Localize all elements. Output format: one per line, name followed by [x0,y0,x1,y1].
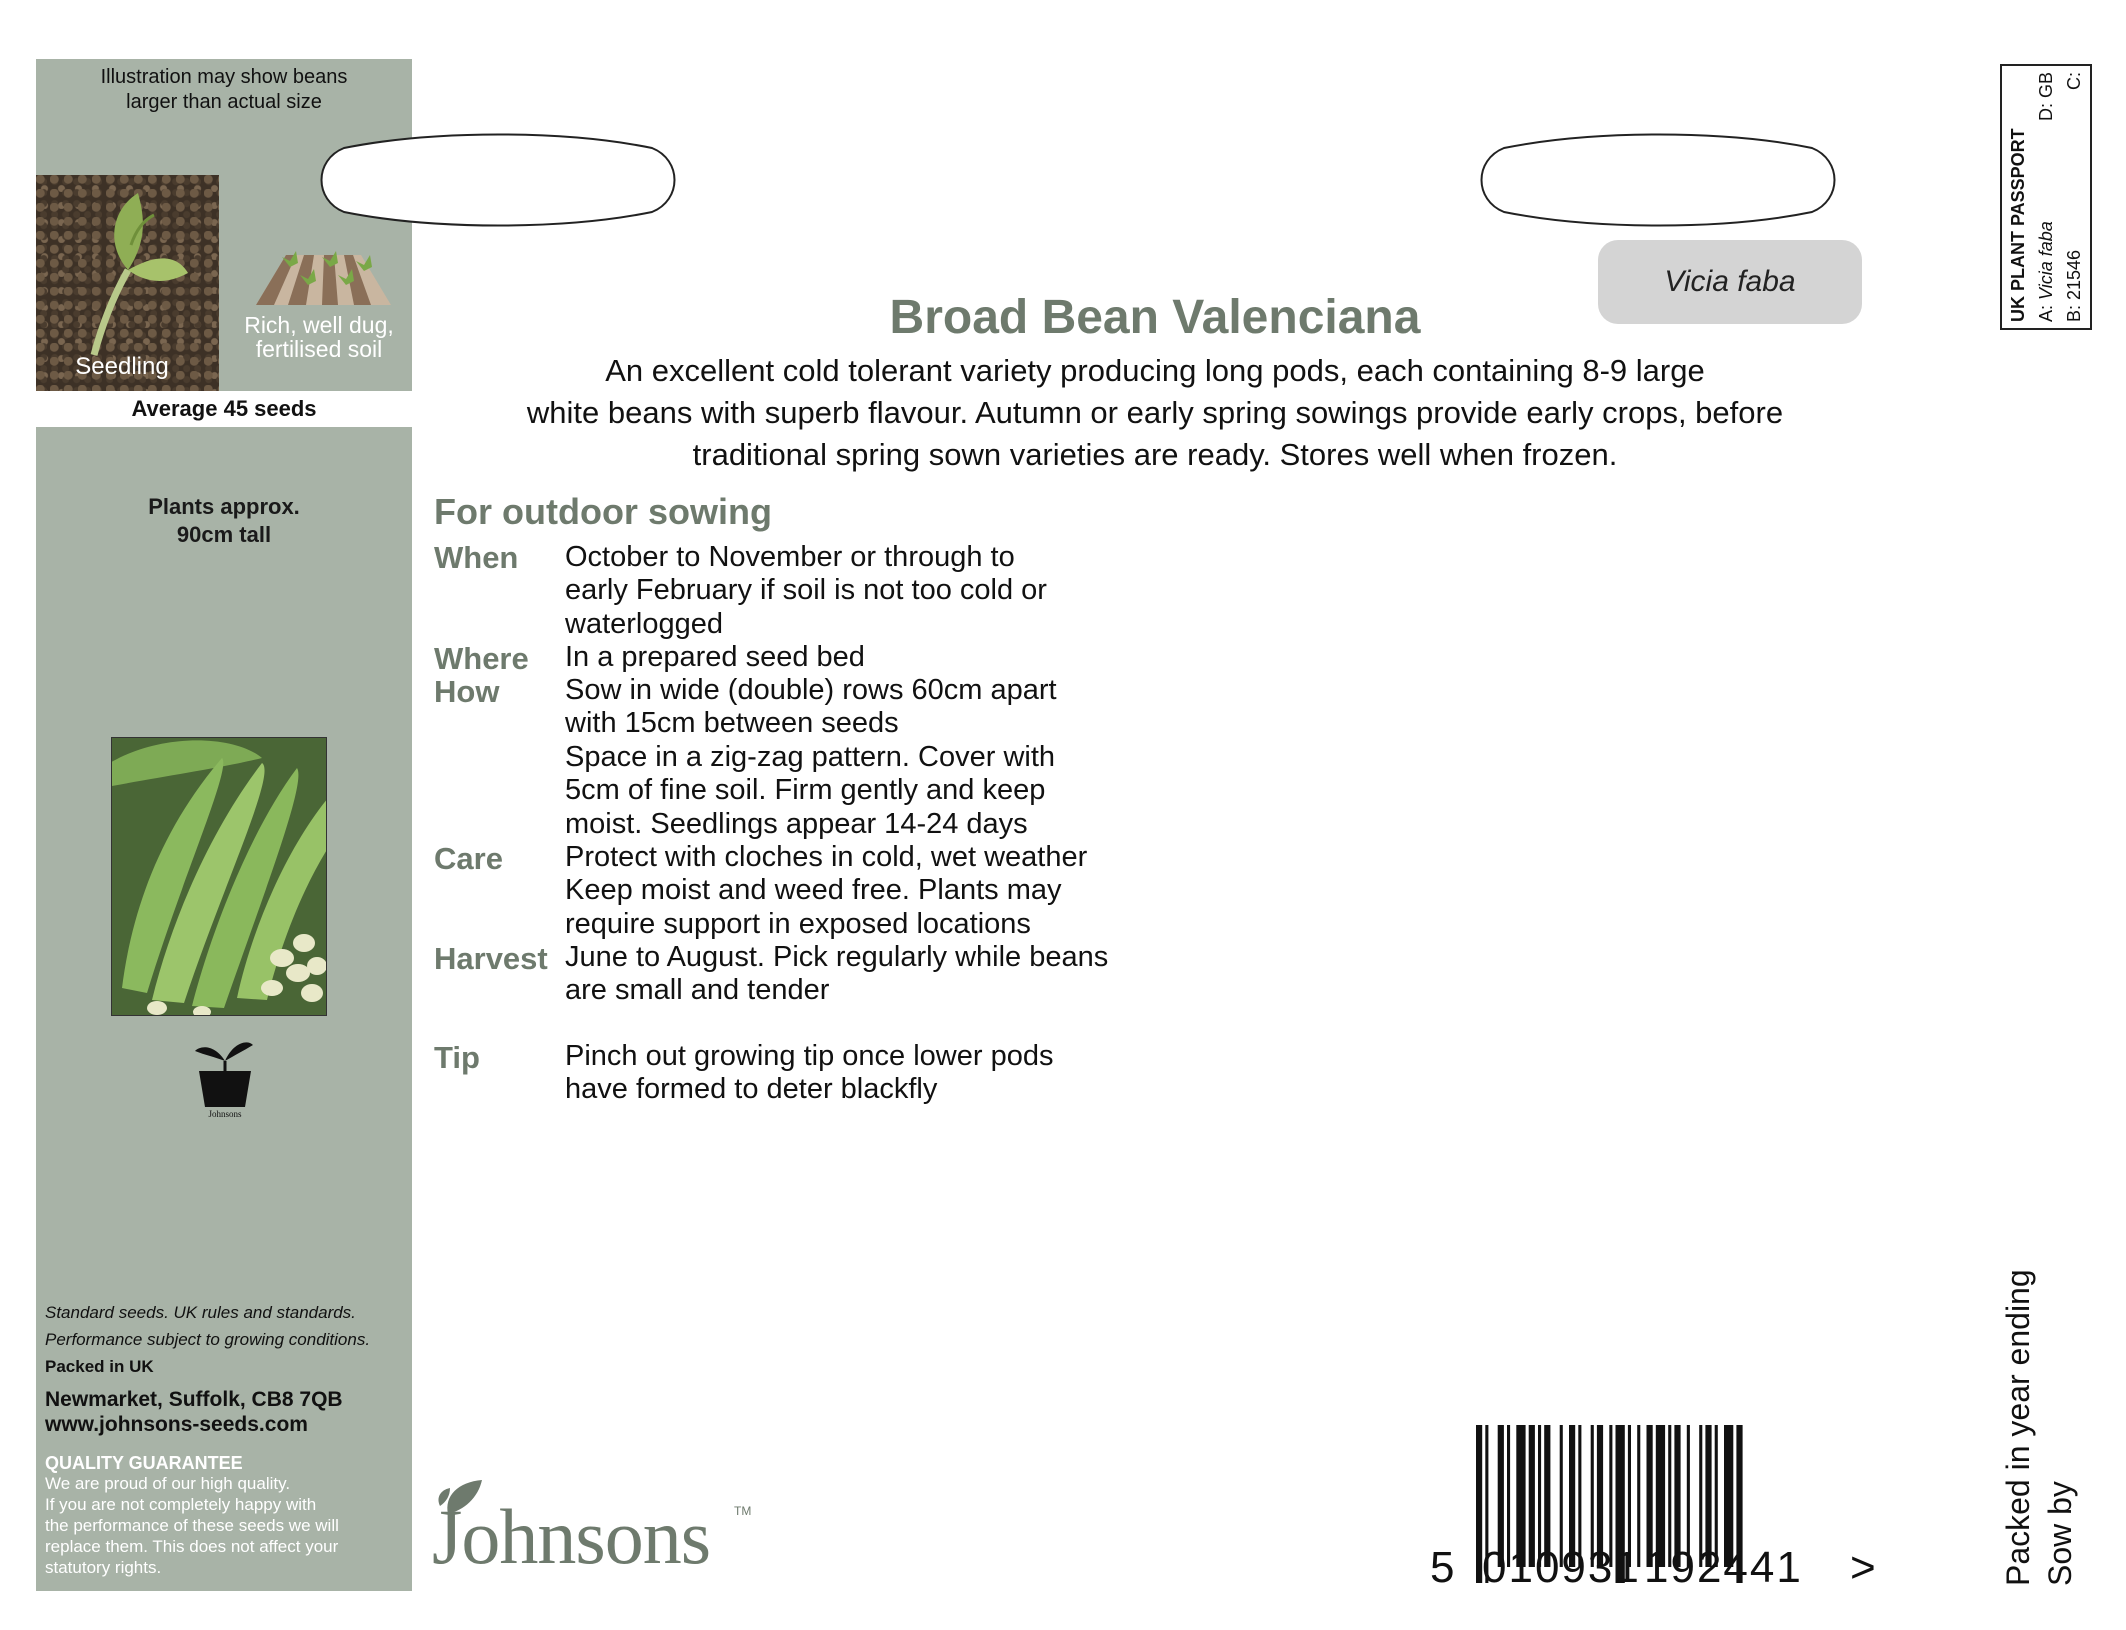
how-line: Space in a zig-zag pattern. Cover with [565,740,1056,773]
product-title: Broad Bean Valenciana [889,291,1421,344]
care-label: Care [434,841,503,876]
where-text [565,641,1265,674]
when-line: early February if soil is not too cold or [565,574,1047,607]
care-text [565,841,1265,941]
when-text [565,541,1265,641]
when-line: waterlogged [565,607,723,640]
company-address [45,1387,405,1437]
tip-text [565,1040,1265,1107]
barcode [1430,1425,1890,1595]
description-line: traditional spring sown varieties are ready. Stores well when frozen. [692,437,1618,472]
harvest-label: Harvest [434,941,548,976]
illustration-note [36,65,412,115]
how-line: with 15cm between seeds [565,707,899,740]
how-line: 5cm of fine soil. Firm gently and keep [565,774,1046,807]
passport-row-b [2060,72,2088,322]
harvest-line: are small and tender [565,974,830,1007]
hang-hole-left [314,130,682,230]
latin-name-badge: Vicia faba [1598,240,1862,324]
quality-line: statutory rights. [45,1558,162,1577]
passport-c-label: C: [2064,72,2084,90]
illustration-note-line: Illustration may show beans [100,66,348,88]
quality-line: We are proud of our high quality. [45,1474,291,1493]
barcode-left-group: 010931 [1482,1543,1641,1592]
trademark-mark: TM [734,1504,752,1518]
passport-b-label: B: 21546 [2064,249,2084,322]
soil-label-line: fertilised soil [255,336,383,362]
quality-guarantee-text [45,1473,407,1578]
sow-by-label: Sow by [2042,1481,2078,1586]
harvest-text [565,941,1265,1008]
passport-a-label: A: [2036,304,2056,322]
passport-d-label: D: GB [2036,72,2056,122]
standards-line: Standard seeds. UK rules and standards. [45,1303,356,1322]
description-line: An excellent cold tolerant variety producing long pods, each containing 8-9 large [605,353,1705,388]
bean-pods-icon [112,738,327,1016]
plant-passport-content [2004,72,2088,322]
care-line: Keep moist and weed free. Plants may [565,874,1062,907]
passport-a-value: Vicia faba [2036,221,2056,300]
illustration-note-line: larger than actual size [126,91,322,113]
where-label: Where [434,641,529,676]
how-label: How [434,674,500,709]
barcode-end-mark: > [1850,1543,1876,1592]
standards-line: Performance subject to growing conditions. [45,1330,371,1349]
barcode-right-group: 192441 [1644,1543,1803,1592]
passport-row-a [2032,72,2060,322]
when-label: When [434,540,519,575]
plant-height-line: 90cm tall [176,522,272,547]
quality-line: If you are not completely happy with [45,1495,317,1514]
packed-in-uk: Packed in UK [45,1357,154,1376]
johnsons-pot-logo [191,1039,259,1119]
seedling-image [36,175,219,391]
quality-line: replace them. This does not affect your [45,1537,339,1556]
bean-pods-photo [111,737,327,1016]
svg-text:Johnsons: Johnsons [208,1109,242,1119]
product-description [440,350,1870,476]
barcode-first-digit: 5 [1430,1543,1455,1592]
where-line: In a prepared seed bed [565,641,865,673]
when-line: October to November or through to [565,541,1015,573]
seed-count: Average 45 seeds [36,391,412,427]
brand-name: Johnsons [432,1493,711,1580]
tip-line: Pinch out growing tip once lower pods [565,1040,1054,1072]
harvest-line: June to August. Pick regularly while beans [565,941,1109,973]
quality-line: the performance of these seeds we will [45,1516,339,1535]
description-line: white beans with superb flavour. Autumn or early spring sowings provide early crops, before [526,395,1784,430]
care-line: require support in exposed locations [565,907,1031,940]
sowing-heading: For outdoor sowing [434,491,772,532]
standards-note [45,1299,405,1380]
packed-year-label: Packed in year ending [2000,1269,2036,1586]
how-text [565,674,1265,841]
johnsons-logo [432,1476,762,1596]
care-line: Protect with cloches in cold, wet weather [565,841,1088,873]
how-line: moist. Seedlings appear 14-24 days [565,807,1028,840]
how-line: Sow in wide (double) rows 60cm apart [565,674,1057,706]
seedling-label: Seedling [75,353,169,380]
address-line: Newmarket, Suffolk, CB8 7QB [45,1388,343,1411]
info-sidebar [36,59,412,1591]
passport-title: UK PLANT PASSPORT [2008,128,2028,322]
quality-guarantee-title: QUALITY GUARANTEE [45,1453,243,1473]
tip-line: have formed to deter blackfly [565,1073,938,1106]
soil-label-line: Rich, well dug, [244,312,394,338]
plant-passport [2000,64,2092,330]
hang-hole-right [1474,130,1842,230]
plant-height [36,493,412,549]
tip-label: Tip [434,1040,480,1075]
pot-icon [191,1039,259,1119]
website-url: www.johnsons-seeds.com [45,1413,308,1436]
plant-height-line: Plants approx. [148,494,300,519]
soil-label [226,313,412,361]
